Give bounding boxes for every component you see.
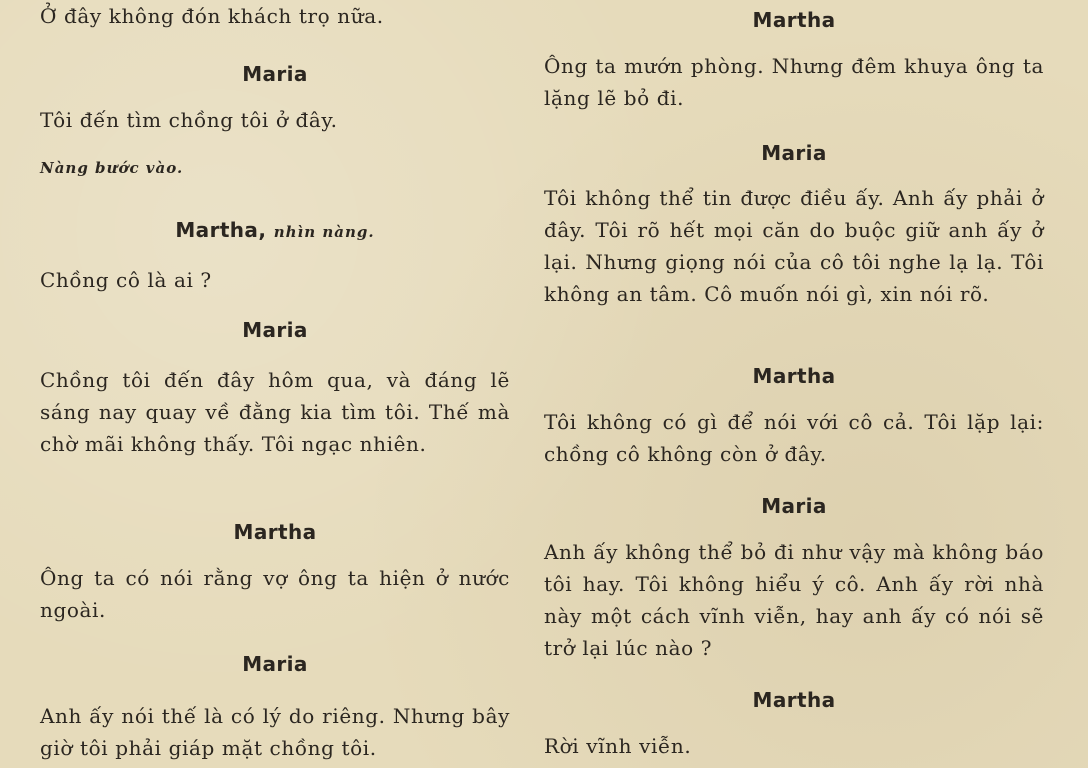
speaker-heading: Martha xyxy=(752,8,836,32)
speaker-heading: Martha xyxy=(752,688,836,712)
dialogue-paragraph: Anh ấy không thể bỏ đi như vậy mà không báo tôi hay. Tôi không hiểu ý cô. Anh ấy rời nhà này một cách vĩnh viễn, hay anh ấy có nói sẽ trở lại lúc nào ? xyxy=(544,540,1051,660)
speaker-heading: Maria xyxy=(761,141,827,165)
speaker-heading: Martha, nhìn nàng. xyxy=(175,218,375,242)
speaker-heading: Martha xyxy=(752,364,836,388)
speaker-heading: Martha xyxy=(233,520,317,544)
dialogue-line: Rời vĩnh viễn. xyxy=(544,734,692,758)
stage-direction: nhìn nàng. xyxy=(273,223,375,241)
dialogue-paragraph: Tôi không có gì để nói với cô cả. Tôi lặp lại: chồng cô không còn ở đây. xyxy=(544,410,1051,466)
dialogue-paragraph: Tôi không thể tin được điều ấy. Anh ấy phải ở đây. Tôi rõ hết mọi căn do buộc giữ anh ấy ở lại. Nhưng giọng nói của cô tôi nghe lạ lạ. Tôi không an tâm. Cô muốn nói gì, xin nói rõ. xyxy=(544,186,1051,306)
stage-direction: Nàng bước vào. xyxy=(40,159,184,177)
speaker-heading: Maria xyxy=(761,494,827,518)
dialogue-paragraph: Ông ta mướn phòng. Nhưng đêm khuya ông ta lặng lẽ bỏ đi. xyxy=(544,54,1051,110)
dialogue-line: Ở đây không đón khách trọ nữa. xyxy=(40,4,384,28)
dialogue-paragraph: Anh ấy nói thế là có lý do riêng. Nhưng bây giờ tôi phải giáp mặt chồng tôi. xyxy=(40,704,517,760)
speaker-heading: Maria xyxy=(242,62,308,86)
dialogue-paragraph: Ông ta có nói rằng vợ ông ta hiện ở nước ngoài. xyxy=(40,566,517,622)
dialogue-line: Chồng cô là ai ? xyxy=(40,268,212,292)
speaker-heading: Maria xyxy=(242,318,308,342)
dialogue-line: Tôi đến tìm chồng tôi ở đây. xyxy=(40,108,338,132)
speaker-heading: Maria xyxy=(242,652,308,676)
speaker-name: Martha xyxy=(175,218,259,242)
dialogue-paragraph: Chồng tôi đến đây hôm qua, và đáng lẽ sáng nay quay về đằng kia tìm tôi. Thế mà chờ mãi không thấy. Tôi ngạc nhiên. xyxy=(40,368,517,456)
